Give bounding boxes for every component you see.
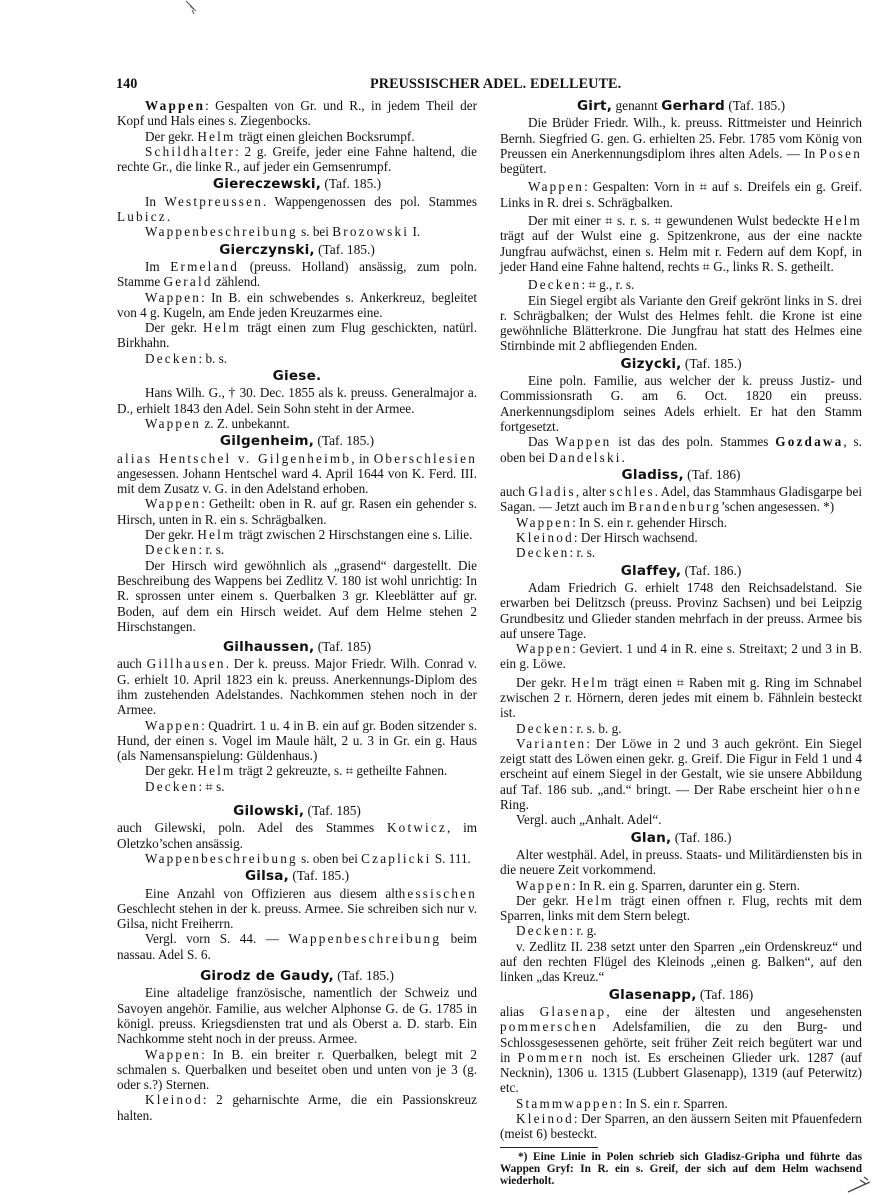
paragraph: auch Gladis, alter schles. Adel, das Stammhaus Gladisgarpe bei Sagan. — Jetzt auch im Brandenburg’schen angesessen. *) xyxy=(500,484,862,515)
paragraph: Adam Friedrich G. erhielt 1748 den Reichsadelstand. Sie erwarben bei Delitzsch (preuss. Provinz Sachsen) und bei Leipzig Grundbesitz und Glieder standen mehrfach in der preuss. Armee bis auf unsere Tage. xyxy=(500,579,862,641)
entry-heading-glan: Glan, (Taf. 186.) xyxy=(630,829,732,846)
paragraph: Decken: r. s. xyxy=(516,545,596,561)
paragraph: Das Wappen ist das des poln. Stammes Gozdawa, s. oben bei Dandelski. xyxy=(500,434,862,465)
running-title: PREUSSISCHER ADEL. EDELLEUTE. xyxy=(370,76,622,92)
paragraph: Stammwappen: In S. ein r. Sparren. xyxy=(516,1095,728,1111)
entry-heading-glasenapp: Glasenapp, (Taf. 186) xyxy=(608,986,754,1003)
entry-heading-giese: Giese. xyxy=(272,368,322,385)
paragraph: Der gekr. Helm trägt einen ⌗ Raben mit g. Ring im Schnabel zwischen 2 r. Hörnern, deren jedes mit einem b. Fähnlein besteckt ist. xyxy=(500,674,862,721)
entry-heading-gizycki: Gizycki, (Taf. 185.) xyxy=(620,355,742,372)
page-number: 140 xyxy=(116,76,138,92)
paragraph: Der mit einer ⌗ s. r. s. ⌗ gewundenen Wulst bedeckte Helm trägt auf der Wulst eine g. Spitzenkrone, aus der eine nackte Jungfrau aufwächst, einen s. Helm mit r. Federn auf dem Kopf, in jeder Hand eine Fahne haltend, rechts ⌗ G., links R. S. getheilt. xyxy=(500,213,862,274)
entry-heading-gilsa: Gilsa, (Taf. 185.) xyxy=(244,868,350,885)
paragraph: In Westpreussen. Wappengenossen des pol. Stammes Lubicz. xyxy=(117,193,477,225)
footnote: *) Eine Linie in Polen schrieb sich Gladisz-Gripha und führte das Wappen Gryf: In R. ein s. Greif, der sich auf dem Helm wachsend wiederholt. xyxy=(500,1150,862,1187)
paragraph: Decken: r. s. xyxy=(145,542,225,558)
paragraph: Wappenbeschreibung s. bei Brozowski I. xyxy=(145,224,421,240)
paragraph: Der gekr. Helm trägt einen zum Flug geschickten, natürl. Birkhahn. xyxy=(117,320,477,351)
right-column xyxy=(500,98,862,1187)
entry-heading-gilgenheim: Gilgenheim, (Taf. 185.) xyxy=(219,433,375,450)
paragraph: Kleinod: 2 geharnischte Arme, die ein Passionskreuz halten. xyxy=(117,1092,477,1123)
paragraph: Der gekr. Helm trägt einen gleichen Bocksrumpf. xyxy=(145,128,415,144)
paragraph: Ein Siegel ergibt als Variante den Greif gekrönt links in S. drei r. Schrägbalken; der Wulst des Helmes fehlt. die Krone ist eine gewöhnliche Blätterkrone. Die Jungfrau hat statt des Helmes eine Stirnbinde mit 2 abfliegenden Enden. xyxy=(500,292,862,354)
paragraph: Wappen z. Z. unbekannt. xyxy=(145,415,290,431)
paragraph: Der gekr. Helm trägt zwischen 2 Hirschstangen eine s. Lilie. xyxy=(145,527,473,543)
paragraph: Decken: b. s. xyxy=(145,350,228,366)
paragraph: Decken: ⌗ g., r. s. xyxy=(528,277,635,293)
paragraph: Die Brüder Friedr. Wilh., k. preuss. Rittmeister und Heinrich Bernh. Siegfried G. gen. G. erhielten 25. Febr. 1785 vom König von Preussen ein Anerkennungsdiplom ihres alten Adels. — In Posen begütert. xyxy=(500,115,862,177)
paragraph: Wappen: Getheilt: oben in R. auf gr. Rasen ein gehender s. Hirsch, unten in R. ein s. Schrägbalken. xyxy=(117,496,477,527)
paragraph: Decken: r. g. xyxy=(516,923,597,939)
running-head xyxy=(116,76,864,94)
paragraph: auch Gilewski, poln. Adel des Stammes Kotwicz, im Oletzko’schen ansässig. xyxy=(117,820,478,851)
paragraph: Eine altadelige französische, namentlich der Schweiz und Savoyen angehör. Familie, aus welcher Alphonse G. de G. 1785 in königl. preuss. Kriegsdiensten trat und als Oberst a. D. starb. Ein Nachkomme steht noch in der preuss. Armee. xyxy=(117,985,477,1047)
paragraph: Wappen: In S. ein r. gehender Hirsch. xyxy=(516,514,727,530)
paragraph: Der gekr. Helm trägt einen offnen r. Flug, rechts mit dem Sparren, links mit dem Stern belegt. xyxy=(500,892,862,924)
paragraph: Wappen: Geviert. 1 und 4 in R. eine s. Streitaxt; 2 und 3 in B. ein g. Löwe. xyxy=(500,641,862,672)
paragraph: Wappen: Gespalten: Vorn in ⌗ auf s. Dreifels ein g. Greif. Links in R. drei s. Schrägbalken. xyxy=(500,179,862,210)
entry-heading-gilowski: Gilowski, (Taf. 185) xyxy=(233,803,361,820)
paragraph: Kleinod: Der Sparren, an den äussern Seiten mit Pfauenfedern (meist 6) besteckt. xyxy=(500,1111,862,1142)
paragraph: alias Hentschel v. Gilgenheimb, in Oberschlesien angesessen. Johann Hentschel ward 4. April 1644 von K. Ferd. III. mit dem Zusatz v. G. in den Adelstand erhoben. xyxy=(117,450,477,497)
paragraph: Der Hirsch wird gewöhnlich als „grasend“ dargestellt. Die Beschreibung des Wappens bei Zedlitz V. 180 ist wohl unrichtig: In R. sprossen unter einem s. Querbalken 3 gr. Kleeblätter auf gr. Boden, auf dem ein Hirsch weidet. Auf dem Helme stehen 2 Hirschstangen. xyxy=(117,557,477,634)
paragraph: alias Glasenap, eine der ältesten und angesehensten pommerschen Adelsfamilien, die zu den Burg- und Schlossgesessenen gehörte, seit früher Zeit reich begütert war und in Pommern noch ist. Es erscheinen Glieder urk. 1287 (auf Necknin), 1306 u. 1315 (Lubbert Glasenapp), 1319 (auf Peterwitz) etc. xyxy=(500,1003,862,1096)
entry-heading-gladiss: Gladiss, (Taf. 186) xyxy=(621,466,741,483)
entry-heading-glaffey: Glaffey, (Taf. 186.) xyxy=(620,562,742,579)
paragraph: Vergl. vorn S. 44. — Wappenbeschreibung beim nassau. Adel S. 6. xyxy=(117,931,477,962)
entry-heading-girodz-de-gaudy: Girodz de Gaudy, (Taf. 185.) xyxy=(200,968,394,985)
paragraph: v. Zedlitz II. 238 setzt unter den Sparren „ein Ordenskreuz“ und auf den rechten Flügel des Kleinods „einen g. Balken“, auf den linken „das Kreuz.“ xyxy=(500,938,862,985)
paragraph: Wappen: In R. ein g. Sparren, darunter ein g. Stern. xyxy=(516,877,800,893)
footnote-divider xyxy=(500,1147,598,1148)
paragraph: Wappen: Gespalten von Gr. und R., in jedem Theil der Kopf und Hals eines s. Ziegenbocks. xyxy=(117,98,477,129)
entry-heading-giereczewski: Giereczewski, (Taf. 185.) xyxy=(212,176,382,193)
paragraph: Schildhalter: 2 g. Greife, jeder eine Fahne haltend, die rechte Gr., die linke R., auf jeder ein Gemsenrumpf. xyxy=(117,143,477,175)
paragraph: Hans Wilh. G., † 30. Dec. 1855 als k. preuss. Generalmajor a. D., erhielt 1843 den Adel. Sein Sohn steht in der Armee. xyxy=(117,385,477,416)
paragraph: Wappen: Quadrirt. 1 u. 4 in B. ein auf gr. Boden sitzender s. Hund, der einen s. Vogel im Maule hält, 2 u. 3 in Gr. ein g. Haus (als Namensanspielung: Güldenhaus.) xyxy=(117,717,477,764)
entry-heading-girt: Girt, genannt Gerhard (Taf. 185.) xyxy=(576,98,786,114)
paragraph: Wappen: In B. ein breiter r. Querbalken, belegt mit 2 schmalen s. Querbalken und beseitet oben und unten von je 3 (g. oder s.?) Sternen. xyxy=(117,1046,477,1093)
entry-heading-gierczynski: Gierczynski, (Taf. 185.) xyxy=(219,241,375,258)
paragraph: Varianten: Der Löwe in 2 und 3 auch gekrönt. Ein Siegel zeigt statt des Löwen einen gekr. g. Greif. Die Figur in Feld 1 und 4 erscheint auf einem Siegel in der Gestalt, wie sie unsere Abbildung auf Taf. 186 sub. „and.“ bringt. — Der Rabe erscheint hier ohne Ring. xyxy=(500,735,862,813)
paragraph: Alter westphäl. Adel, in preuss. Staats- und Militärdiensten bis in die neuere Zeit vorkommend. xyxy=(500,846,862,878)
paragraph: Im Ermeland (preuss. Holland) ansässig, zum poln. Stamme Gerald zählend. xyxy=(117,258,477,290)
left-column xyxy=(117,98,477,1123)
paragraph: auch Gillhausen. Der k. preuss. Major Friedr. Wilh. Conrad v. G. erhielt 10. April 1823 ein k. preuss. Anerkennungs-Diplom des ihm zustehenden Adelstandes. Nachkommen stehen noch in der Armee. xyxy=(117,656,477,718)
scan-artifact-mark xyxy=(184,0,198,16)
paragraph: Vergl. auch „Anhalt. Adel“. xyxy=(516,812,662,828)
paragraph: Wappen: In B. ein schwebendes s. Ankerkreuz, begleitet von 4 g. Kugeln, am Ende jeden Kreuzarmes eine. xyxy=(117,289,477,320)
paragraph: Kleinod: Der Hirsch wachsend. xyxy=(516,530,698,546)
paragraph: Decken: ⌗ s. xyxy=(145,778,225,794)
paragraph: Eine Anzahl von Offizieren aus diesem althessischen Geschlecht stehen in der k. preuss. Armee. Sie schreiben sich nur v. Gilsa, nicht Freiherrn. xyxy=(117,885,477,932)
paragraph: Eine poln. Familie, aus welcher der k. preuss Justiz- und Commissionsrath G. am 6. Oct. 1820 ein preuss. Anerkennungsdiplom seines Adels erhielt. Er hat den Stamm fortgesetzt. xyxy=(500,373,862,434)
paragraph: Der gekr. Helm trägt 2 gekreuzte, s. ⌗ getheilte Fahnen. xyxy=(145,763,448,779)
entry-heading-gilhaussen: Gilhaussen, (Taf. 185) xyxy=(222,639,372,656)
paragraph: Wappenbeschreibung s. oben bei Czaplicki S. 111. xyxy=(145,850,471,866)
paragraph: Decken: r. s. b. g. xyxy=(516,720,622,736)
